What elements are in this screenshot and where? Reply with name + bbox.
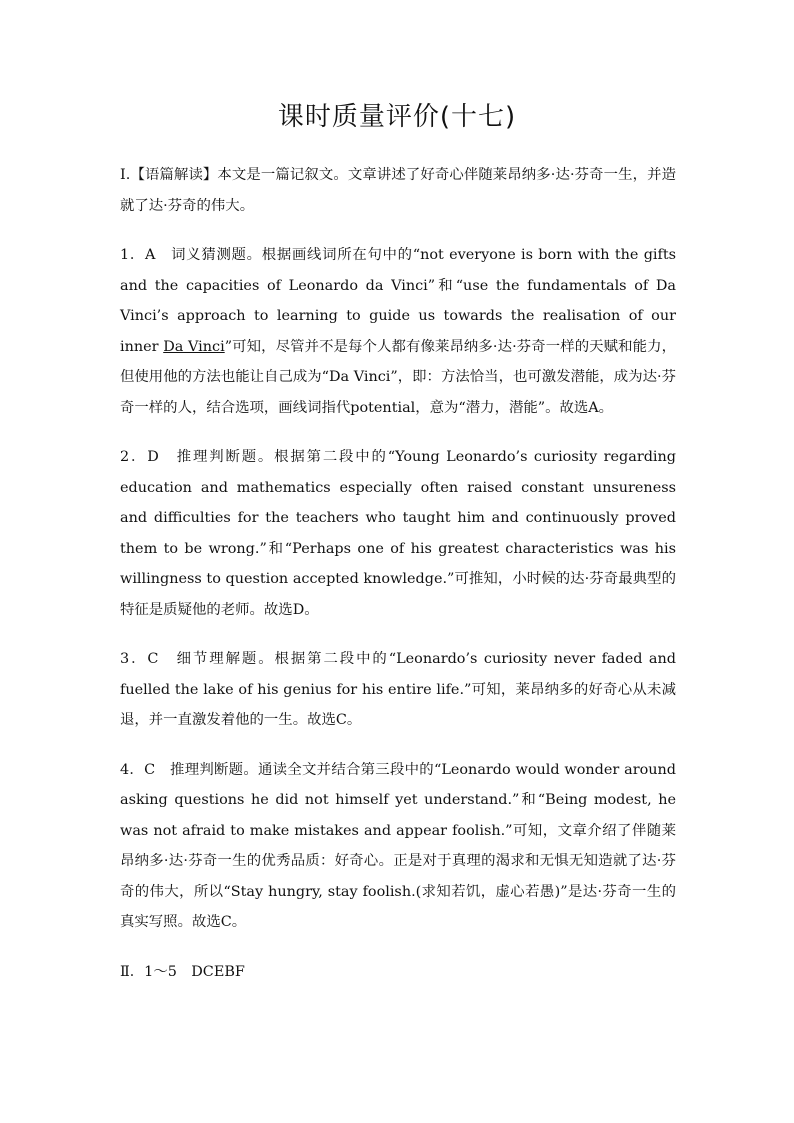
answer-q4: 4．C 推理判断题。通读全文并结合第三段中的“Leonardo would wonder around asking questions he did not himself yet understand.”和“Being modest, he was not afraid to make mistakes and appear foolish.”可知，文章介绍了伴随莱昂纳多·达·芬奇一生的优秀品质：好奇心。正是对于真理的渴求和无惧无知造就了达·芬奇的伟大，所以“Stay hungry, stay foolish.(求知若饥，虚心若愚)”是达·芬奇一生的真实写照。故选C。	[120, 761, 676, 930]
answer-q1-text-before: 1．A 词义猜测题。根据画线词所在句中的“not everyone is born with the gifts and the capacities of Leonardo da Vinci”和“use the fundamentals of Da Vinci’s approach to learning to guide us towards the realisation of our inner	[120, 247, 676, 355]
answer-content	[120, 160, 676, 1006]
answer-q3: 3．C 细节理解题。根据第二段中的“Leonardo’s curiosity never faded and fuelled the lake of his genius for his entire life.”可知，莱昂纳多的好奇心从未减退，并一直激发着他的一生。故选C。	[120, 651, 676, 728]
section2-answers: Ⅱ．1～5 DCEBF	[120, 963, 245, 980]
answer-q1	[120, 240, 676, 423]
answer-q1-text-after: ”可知，尽管并不是每个人都有像莱昂纳多·达·芬奇一样的天赋和能力，但使用他的方法也能让自己成为“Da Vinci”，即：方法恰当，也可激发潜能，成为达·芬奇一样的人，结合选项，画线词指代potential，意为“潜力，潜能”。故选A。	[120, 338, 677, 416]
answer-q2: 2．D 推理判断题。根据第二段中的“Young Leonardo’s curiosity regarding education and mathematics especially often raised constant unsureness and difficulties for the teachers who taught him and continuously proved them to be wrong.”和“Perhaps one of his greatest characteristics was his willingness to question accepted knowledge.”可推知，小时候的达·芬奇最典型的特征是质疑他的老师。故选D。	[120, 449, 676, 618]
section1-reading-summary: Ⅰ.【语篇解读】本文是一篇记叙文。文章讲述了好奇心伴随莱昂纳多·达·芬奇一生，并造就了达·芬奇的伟大。	[120, 167, 676, 214]
page-title: 课时质量评价(十七)	[277, 102, 517, 132]
answer-q1-underlined-word: Da Vinci	[163, 338, 225, 355]
